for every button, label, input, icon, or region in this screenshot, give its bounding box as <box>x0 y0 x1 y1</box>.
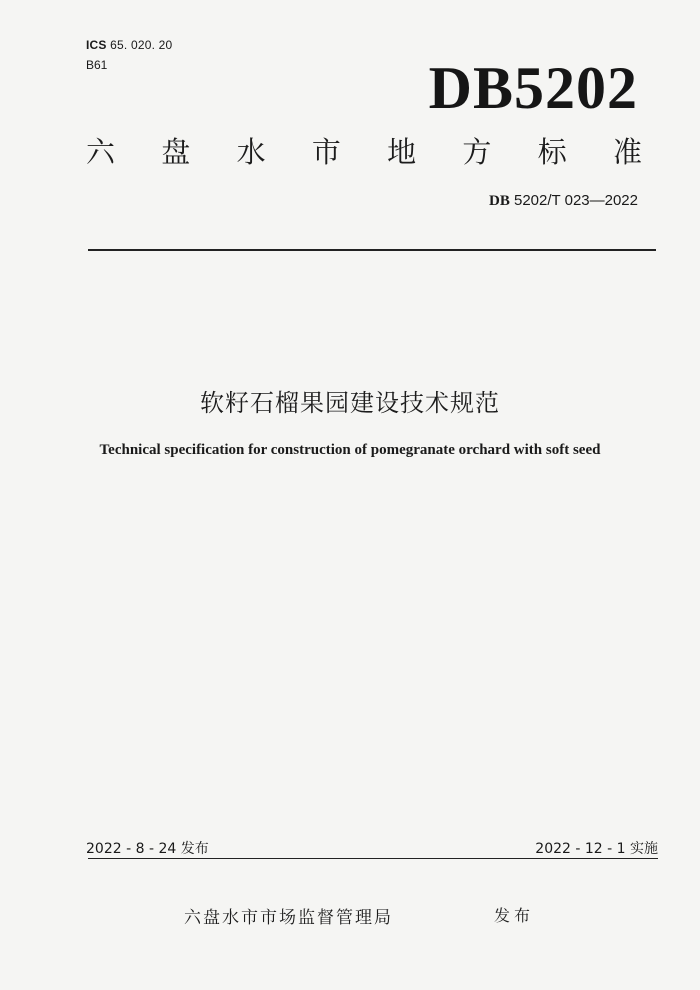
standard-type-char: 地 <box>387 135 417 169</box>
ics-code <box>86 38 172 52</box>
standard-number <box>489 192 638 210</box>
standard-logo: DB5202 <box>428 55 638 121</box>
publisher-name: 六盘水市市场监督管理局 <box>184 908 393 928</box>
standard-type-char: 市 <box>311 135 341 169</box>
issue-date: 2022 - 8 - 24 发布 <box>86 841 209 857</box>
standard-number-rest: 5202/T 023—2022 <box>514 192 638 209</box>
document-title-english: Technical specification for construction of pomegranate orchard with soft seed <box>99 442 601 458</box>
header-divider <box>88 249 656 251</box>
document-title-chinese: 软籽石榴果园建设技术规范 <box>200 389 500 417</box>
ics-label: ICS <box>86 38 107 52</box>
publish-label: 发布 <box>494 906 535 925</box>
ics-number: 65. 020. 20 <box>110 38 173 52</box>
footer-divider <box>88 858 658 859</box>
standard-type-title <box>86 135 642 169</box>
standard-type-char: 标 <box>537 135 567 169</box>
standard-type-char: 方 <box>462 135 492 169</box>
standard-type-char: 六 <box>86 135 116 169</box>
standard-type-char: 盘 <box>161 135 191 169</box>
standard-type-char: 水 <box>236 135 266 169</box>
standard-number-prefix: DB <box>488 193 510 209</box>
implementation-date: 2022 - 12 - 1 实施 <box>535 841 658 857</box>
standard-type-char: 准 <box>612 135 642 169</box>
classification-code: B61 <box>86 58 108 72</box>
